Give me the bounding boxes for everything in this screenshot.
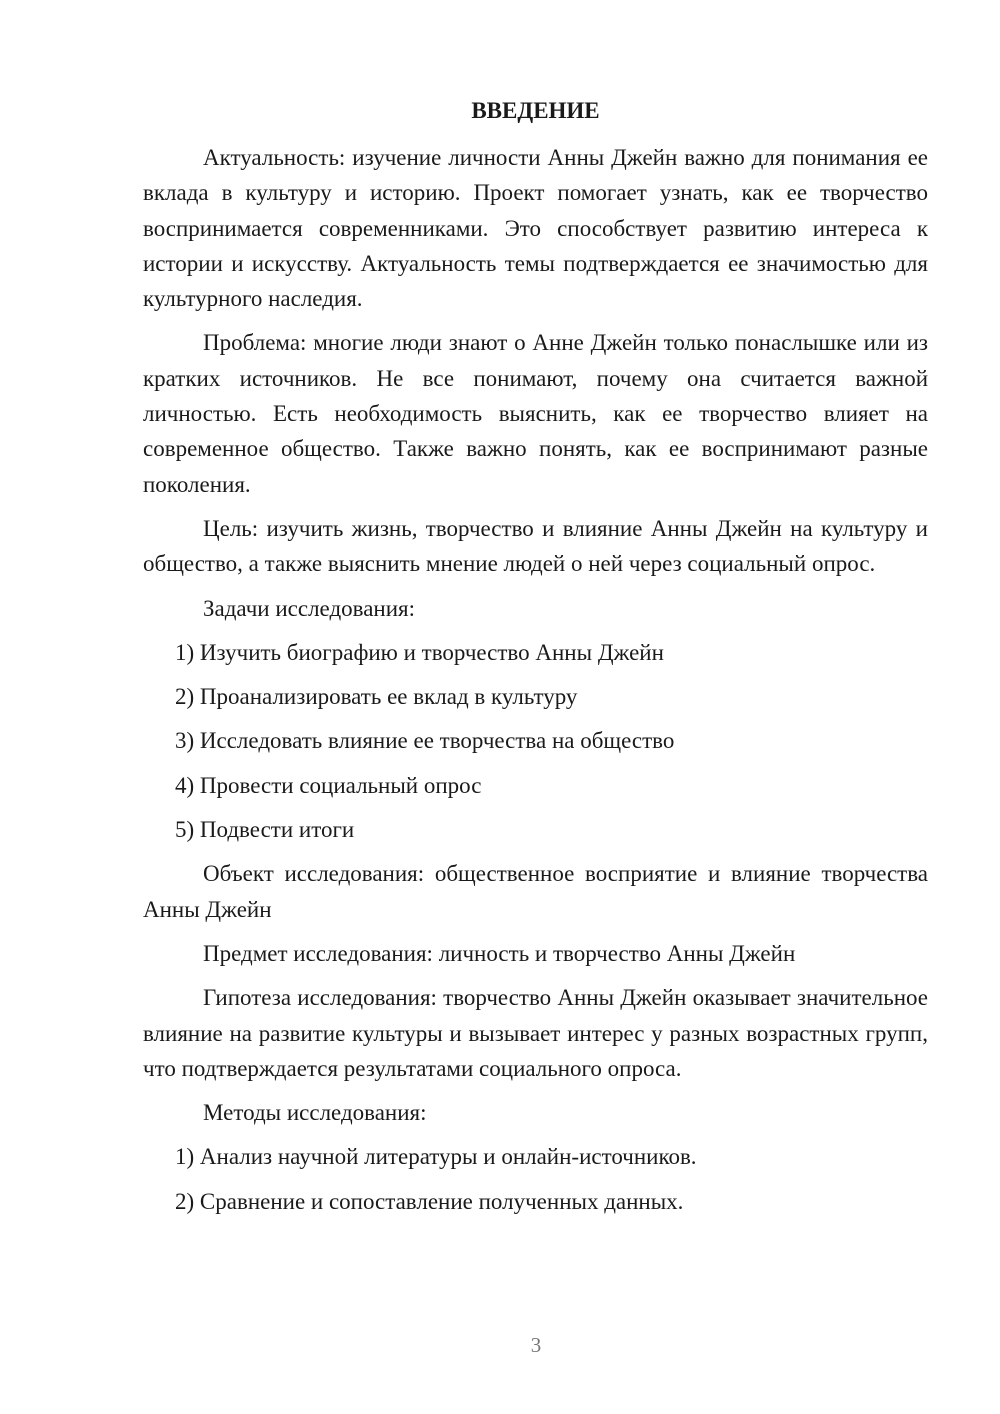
methods-label: Методы исследования:: [203, 1100, 427, 1126]
task-item-4: 4) Провести социальный опрос: [175, 772, 482, 798]
relevance-paragraph: Актуальность: изучение личности Анны Джейн важно для понимания ее вклада в культуру и историю. Проект помогает узнать, как ее творчество воспринимается современниками. Это способствует развитию интереса к истории и искусству. Актуальность темы подтверждается ее значимостью для культурного наследия.: [143, 145, 928, 312]
object-paragraph: Объект исследования: общественное восприятие и влияние творчества Анны Джейн: [143, 861, 928, 922]
method-item-2: 2) Сравнение и сопоставление полученных данных.: [175, 1188, 684, 1214]
problem-paragraph: Проблема: многие люди знают о Анне Джейн только понаслышке или из кратких источников. Не все понимают, почему она считается важной личностью. Есть необходимость выяснить, как ее творчество влияет на современное общество. Также важно понять, как ее воспринимают разные поколения.: [143, 330, 928, 497]
task-item-1: 1) Изучить биографию и творчество Анны Джейн: [175, 639, 664, 665]
hypothesis-paragraph: Гипотеза исследования: творчество Анны Джейн оказывает значительное влияние на развитие культуры и вызывает интерес у разных возрастных групп, что подтверждается результатами социального опроса.: [143, 985, 928, 1081]
page-number: 3: [530, 1333, 542, 1357]
tasks-label: Задачи исследования:: [203, 595, 416, 621]
goal-paragraph: Цель: изучить жизнь, творчество и влияние Анны Джейн на культуру и общество, а также выяснить мнение людей о ней через социальный опрос.: [143, 515, 928, 577]
task-item-3: 3) Исследовать влияние ее творчества на общество: [175, 728, 675, 754]
task-item-2: 2) Проанализировать ее вклад в культуру: [175, 684, 578, 710]
section-heading: ВВЕДЕНИЕ: [471, 98, 600, 123]
task-item-5: 5) Подвести итоги: [175, 817, 355, 843]
page-content: [143, 96, 928, 1228]
subject-paragraph: Предмет исследования: личность и творчество Анны Джейн: [203, 940, 796, 966]
method-item-1: 1) Анализ научной литературы и онлайн-источников.: [175, 1144, 697, 1170]
